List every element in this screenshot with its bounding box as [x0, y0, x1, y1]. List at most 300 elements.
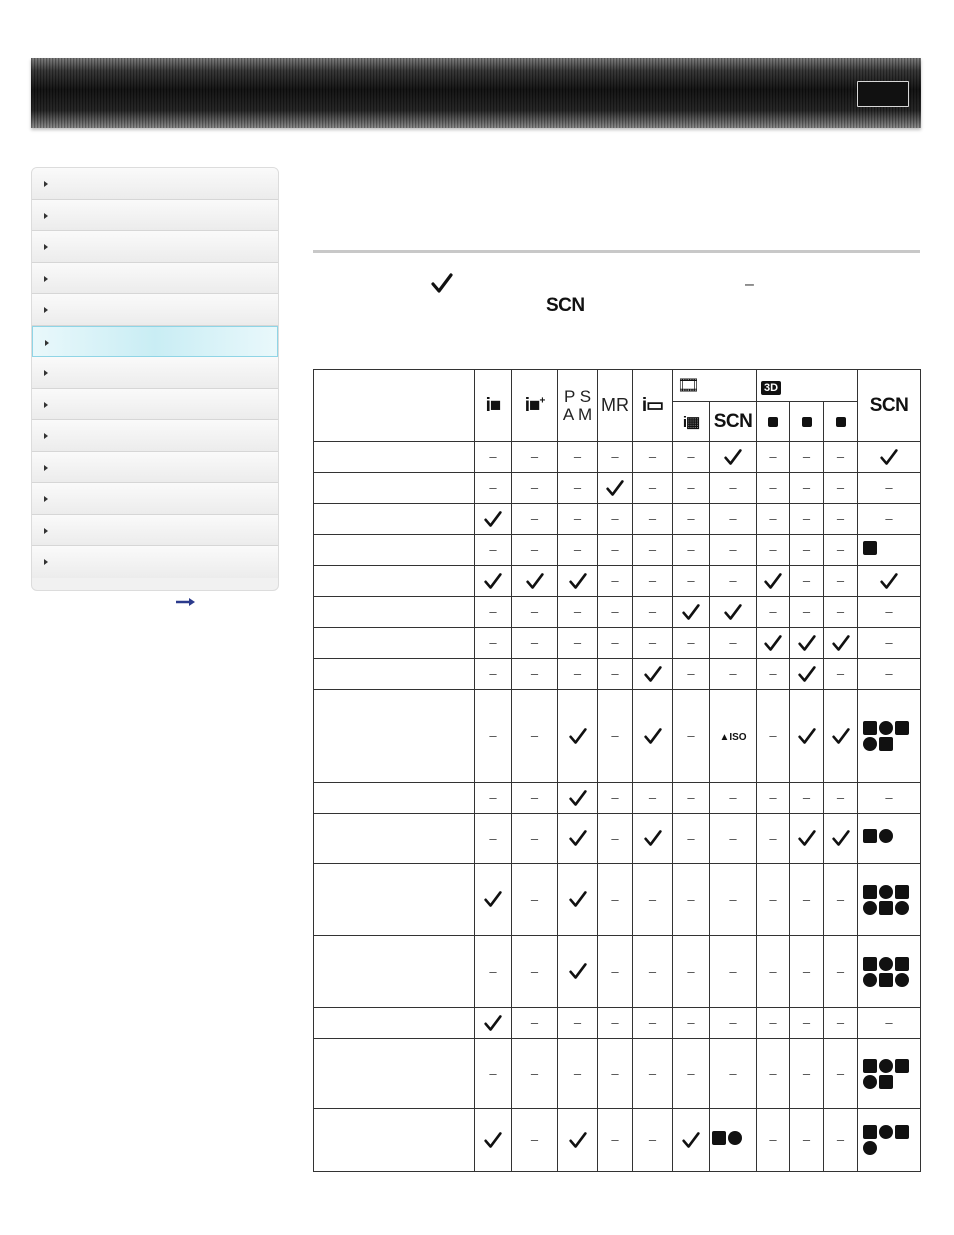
check-icon — [723, 603, 743, 621]
table-cell — [633, 473, 673, 504]
panorama-icon: ▭ — [646, 395, 664, 416]
dash-mark: – — [611, 542, 619, 557]
table-cell — [824, 535, 858, 566]
triangle-right-icon — [44, 496, 48, 502]
scene-mode-icons — [861, 829, 917, 843]
table-cell — [633, 1008, 673, 1039]
table-cell — [633, 690, 673, 783]
triangle-right-icon — [45, 340, 49, 346]
table-cell — [633, 566, 673, 597]
table-cell — [558, 597, 598, 628]
table-cell — [598, 936, 633, 1008]
dash-mark: – — [648, 1132, 657, 1147]
check-icon — [568, 890, 588, 908]
scene-mode-icon — [863, 1141, 877, 1155]
scene-mode-icon — [895, 957, 909, 971]
scene-mode-icon — [728, 1131, 742, 1145]
col-psam: P S A M — [558, 370, 598, 442]
table-cell — [512, 659, 558, 690]
table-cell — [790, 1039, 824, 1109]
table-row — [314, 1039, 921, 1109]
dash-mark: – — [769, 604, 777, 619]
table-cell — [858, 1109, 921, 1172]
table-cell — [757, 1039, 790, 1109]
table-cell — [710, 864, 757, 936]
table-cell — [858, 659, 921, 690]
table-cell — [710, 1008, 757, 1039]
dash-mark: – — [885, 511, 893, 526]
table-cell — [790, 1109, 824, 1172]
check-icon — [483, 572, 503, 590]
table-cell — [633, 535, 673, 566]
table-cell — [558, 1109, 598, 1172]
check-icon — [568, 829, 588, 847]
row-label — [314, 566, 475, 597]
scene-mode-icon — [863, 541, 877, 555]
dash-mark: – — [729, 573, 737, 588]
table-cell — [512, 936, 558, 1008]
dash-mark: – — [885, 604, 893, 619]
dash-mark: – — [687, 830, 695, 846]
scene-mode-icons — [861, 1059, 917, 1089]
dash-mark: – — [769, 1015, 777, 1030]
triangle-right-icon — [44, 465, 48, 471]
table-cell — [710, 628, 757, 659]
scene-mode-icon — [863, 829, 877, 843]
table-cell — [512, 814, 558, 864]
table-cell — [598, 473, 633, 504]
check-icon — [797, 665, 817, 683]
check-icon — [797, 634, 817, 652]
dash-mark: – — [836, 511, 845, 526]
dash-mark: – — [729, 666, 737, 681]
table-cell — [512, 628, 558, 659]
table-cell — [757, 504, 790, 535]
dash-mark: – — [489, 728, 497, 743]
col-3d-still — [757, 402, 790, 442]
legend-dash: – — [745, 276, 754, 293]
table-cell — [790, 936, 824, 1008]
check-icon — [483, 1014, 503, 1032]
dash-mark: – — [530, 1015, 539, 1030]
dash-mark: – — [530, 790, 539, 805]
table-cell — [598, 442, 633, 473]
table-cell — [558, 473, 598, 504]
table-cell — [598, 1039, 633, 1109]
table-cell — [858, 783, 921, 814]
check-icon — [483, 510, 503, 528]
dash-mark: – — [573, 449, 582, 464]
3d-multi-icon — [836, 417, 846, 427]
dash-mark: – — [489, 604, 497, 619]
table-cell — [673, 1039, 710, 1109]
table-cell — [673, 1008, 710, 1039]
col-3d-sweep — [790, 402, 824, 442]
dash-mark: – — [885, 635, 893, 650]
sidebar-item[interactable] — [32, 263, 278, 295]
table-cell — [598, 1109, 633, 1172]
dash-mark: – — [648, 1015, 657, 1030]
dash-mark: – — [611, 1015, 619, 1030]
dash-mark: – — [885, 790, 893, 805]
scene-mode-icon — [863, 1125, 877, 1139]
row-label — [314, 814, 475, 864]
col-movie-group — [673, 370, 757, 402]
table-cell — [824, 1008, 858, 1039]
dash-mark: – — [836, 449, 845, 464]
table-cell — [858, 864, 921, 936]
table-cell — [475, 864, 512, 936]
table-cell — [558, 783, 598, 814]
table-row — [314, 936, 921, 1008]
sidebar-item[interactable] — [32, 326, 278, 358]
table-cell — [512, 442, 558, 473]
sidebar-item[interactable] — [32, 231, 278, 263]
col-movie-scn: SCN — [710, 402, 757, 442]
scene-mode-icons — [861, 721, 917, 751]
dash-mark: – — [611, 830, 619, 846]
table-cell — [790, 659, 824, 690]
check-icon — [605, 479, 625, 497]
dash-mark: – — [573, 1015, 582, 1030]
dash-mark: – — [648, 511, 657, 526]
scene-mode-icon — [863, 1059, 877, 1073]
table-cell — [757, 442, 790, 473]
table-cell — [558, 864, 598, 936]
table-cell — [673, 1109, 710, 1172]
table-row — [314, 566, 921, 597]
table-cell — [475, 628, 512, 659]
scene-mode-icon — [863, 721, 877, 735]
table-row — [314, 1109, 921, 1172]
dash-mark: – — [769, 511, 777, 526]
dash-mark: – — [687, 963, 695, 979]
scene-mode-icon — [879, 721, 893, 735]
check-icon — [568, 1131, 588, 1149]
table-cell — [475, 504, 512, 535]
dash-mark: – — [530, 449, 539, 464]
table-cell — [558, 566, 598, 597]
table-cell — [710, 659, 757, 690]
iso-icon: ▲ISO — [719, 732, 747, 743]
table-cell — [858, 690, 921, 783]
table-cell — [512, 1039, 558, 1109]
dash-mark: – — [648, 635, 657, 650]
dash-mark: – — [802, 511, 811, 526]
table-cell — [633, 504, 673, 535]
sidebar-item[interactable] — [32, 294, 278, 326]
row-label — [314, 473, 475, 504]
dash-mark: – — [648, 891, 657, 907]
table-row — [314, 535, 921, 566]
camera-plus-icon: ■ — [528, 394, 540, 416]
table-cell — [512, 1109, 558, 1172]
table-cell — [673, 597, 710, 628]
sidebar-item[interactable] — [32, 452, 278, 484]
table-cell — [824, 936, 858, 1008]
table-row — [314, 628, 921, 659]
check-icon — [430, 272, 454, 294]
row-label — [314, 1008, 475, 1039]
table-cell — [512, 597, 558, 628]
table-cell — [790, 1008, 824, 1039]
table-cell — [757, 936, 790, 1008]
dash-mark: – — [687, 449, 695, 464]
dash-mark: – — [802, 573, 811, 588]
table-cell — [757, 814, 790, 864]
dash-mark: – — [802, 1065, 811, 1081]
table-cell — [558, 1008, 598, 1039]
scene-mode-icon — [879, 829, 893, 843]
3d-sweep-icon — [802, 417, 812, 427]
table-cell — [824, 442, 858, 473]
sidebar-item[interactable] — [32, 420, 278, 452]
dash-mark: – — [885, 666, 893, 681]
dash-mark: – — [802, 891, 811, 907]
table-cell — [475, 597, 512, 628]
triangle-right-icon — [44, 213, 48, 219]
sidebar-nav — [31, 167, 279, 591]
dash-mark: – — [573, 666, 582, 681]
table-cell — [598, 628, 633, 659]
table-cell — [558, 628, 598, 659]
scene-mode-icon — [895, 721, 909, 735]
table-cell — [757, 535, 790, 566]
dash-mark: – — [836, 1065, 845, 1081]
row-label — [314, 442, 475, 473]
table-row — [314, 473, 921, 504]
table-cell — [598, 1008, 633, 1039]
table-cell — [673, 690, 710, 783]
table-cell — [633, 814, 673, 864]
dash-mark: – — [611, 891, 619, 907]
dash-mark: – — [769, 542, 777, 557]
dash-mark: – — [769, 666, 777, 681]
sidebar-item[interactable] — [32, 389, 278, 421]
table-cell — [598, 783, 633, 814]
scene-mode-icon — [879, 957, 893, 971]
table-cell — [512, 535, 558, 566]
table-cell — [710, 783, 757, 814]
scene-mode-icon — [863, 737, 877, 751]
scene-mode-icon — [879, 973, 893, 987]
table-cell — [512, 690, 558, 783]
dash-mark: – — [573, 480, 582, 495]
table-cell — [475, 442, 512, 473]
table-cell — [858, 597, 921, 628]
check-icon — [797, 829, 817, 847]
dash-mark: – — [885, 1015, 893, 1030]
dash-mark: – — [836, 790, 845, 805]
table-row — [314, 864, 921, 936]
dash-mark: – — [836, 604, 845, 619]
table-cell — [633, 659, 673, 690]
dash-mark: – — [729, 891, 737, 907]
table-cell — [757, 628, 790, 659]
table-cell — [558, 690, 598, 783]
table-cell — [790, 504, 824, 535]
header-button[interactable] — [857, 81, 909, 107]
dash-mark: – — [489, 963, 497, 979]
col-scn: SCN — [858, 370, 921, 442]
dash-mark: – — [687, 511, 695, 526]
check-icon — [568, 572, 588, 590]
table-cell — [790, 535, 824, 566]
dash-mark: – — [573, 542, 582, 557]
arrow-right-icon[interactable] — [176, 597, 196, 607]
scene-mode-icon — [895, 1059, 909, 1073]
dash-mark: – — [611, 573, 619, 588]
dash-mark: – — [802, 604, 811, 619]
check-icon — [643, 665, 663, 683]
dash-mark: – — [836, 480, 845, 495]
dash-mark: – — [489, 635, 497, 650]
scene-mode-icon — [879, 901, 893, 915]
row-label — [314, 1039, 475, 1109]
col-intelligent-auto: i■ — [475, 370, 512, 442]
dash-mark: – — [687, 635, 695, 650]
table-cell — [633, 783, 673, 814]
table-cell — [673, 535, 710, 566]
table-cell — [598, 566, 633, 597]
table-cell — [710, 936, 757, 1008]
col-superior-auto: i■+ — [512, 370, 558, 442]
dash-mark: – — [769, 830, 777, 846]
dash-mark: – — [836, 891, 845, 907]
table-cell — [858, 535, 921, 566]
dash-mark: – — [530, 542, 539, 557]
sidebar-item[interactable] — [32, 546, 278, 578]
dash-mark: – — [802, 1015, 811, 1030]
scene-mode-icon — [895, 1125, 909, 1139]
table-cell — [824, 690, 858, 783]
scene-mode-icon — [863, 957, 877, 971]
dash-mark: – — [729, 480, 737, 495]
check-icon — [763, 572, 783, 590]
dash-mark: – — [530, 1132, 539, 1147]
row-label — [314, 659, 475, 690]
table-cell — [598, 504, 633, 535]
table-cell — [633, 442, 673, 473]
dash-mark: – — [611, 963, 619, 979]
table-cell — [673, 936, 710, 1008]
dash-mark: – — [729, 1015, 737, 1030]
table-cell — [673, 864, 710, 936]
sidebar-item[interactable] — [32, 200, 278, 232]
dash-mark: – — [611, 728, 619, 743]
sidebar-item[interactable] — [32, 168, 278, 200]
row-label — [314, 535, 475, 566]
table-cell — [475, 814, 512, 864]
dash-mark: – — [611, 449, 619, 464]
table-cell — [558, 1039, 598, 1109]
dash-mark: – — [687, 790, 695, 805]
table-cell — [673, 566, 710, 597]
scene-mode-icon — [712, 1131, 726, 1145]
table-cell — [475, 1039, 512, 1109]
table-cell — [710, 1109, 757, 1172]
dash-mark: – — [729, 542, 737, 557]
check-icon — [643, 727, 663, 745]
table-cell — [858, 1008, 921, 1039]
sidebar-item[interactable] — [32, 357, 278, 389]
dash-mark: – — [611, 1132, 619, 1147]
dash-mark: – — [836, 963, 845, 979]
table-cell — [790, 473, 824, 504]
scene-mode-icon — [879, 1059, 893, 1073]
check-icon — [568, 727, 588, 745]
dash-mark: – — [489, 449, 497, 464]
table-cell — [512, 504, 558, 535]
table-cell — [790, 597, 824, 628]
table-cell — [710, 504, 757, 535]
table-cell — [673, 814, 710, 864]
dash-mark: – — [687, 728, 695, 743]
dash-mark: – — [648, 573, 657, 588]
table-cell — [824, 864, 858, 936]
sidebar-item[interactable] — [32, 483, 278, 515]
dash-mark: – — [769, 790, 777, 805]
table-cell — [824, 783, 858, 814]
table-cell — [512, 783, 558, 814]
table-cell — [475, 473, 512, 504]
table-row — [314, 504, 921, 535]
col-3d-group — [757, 370, 858, 402]
table-cell — [757, 473, 790, 504]
header-banner — [31, 58, 921, 128]
film-icon: ▦ — [685, 413, 700, 431]
dash-mark: – — [611, 635, 619, 650]
dash-mark: – — [648, 963, 657, 979]
triangle-right-icon — [44, 244, 48, 250]
check-icon — [483, 1131, 503, 1149]
dash-mark: – — [489, 480, 497, 495]
table-cell — [512, 566, 558, 597]
table-cell — [475, 936, 512, 1008]
table-cell — [858, 936, 921, 1008]
table-cell — [858, 814, 921, 864]
table-cell — [598, 864, 633, 936]
check-icon — [879, 572, 899, 590]
dash-mark: – — [836, 1015, 845, 1030]
3d-badge: 3D — [761, 381, 781, 395]
dash-mark: – — [687, 891, 695, 907]
dash-mark: – — [530, 728, 539, 743]
table-cell — [824, 473, 858, 504]
table-cell — [475, 535, 512, 566]
triangle-right-icon — [44, 307, 48, 313]
table-cell — [475, 659, 512, 690]
row-label — [314, 628, 475, 659]
table-cell — [598, 659, 633, 690]
table-cell — [710, 442, 757, 473]
table-cell — [790, 864, 824, 936]
table-cell — [757, 690, 790, 783]
dash-mark: – — [729, 963, 737, 979]
table-cell — [633, 597, 673, 628]
row-label — [314, 783, 475, 814]
dash-mark: – — [530, 963, 539, 979]
table-cell — [512, 1008, 558, 1039]
dash-mark: – — [802, 790, 811, 805]
dash-mark: – — [530, 666, 539, 681]
table-cell — [710, 566, 757, 597]
dash-mark: – — [648, 790, 657, 805]
table-cell — [710, 597, 757, 628]
check-icon — [681, 603, 701, 621]
sidebar-item[interactable] — [32, 515, 278, 547]
table-cell — [858, 628, 921, 659]
